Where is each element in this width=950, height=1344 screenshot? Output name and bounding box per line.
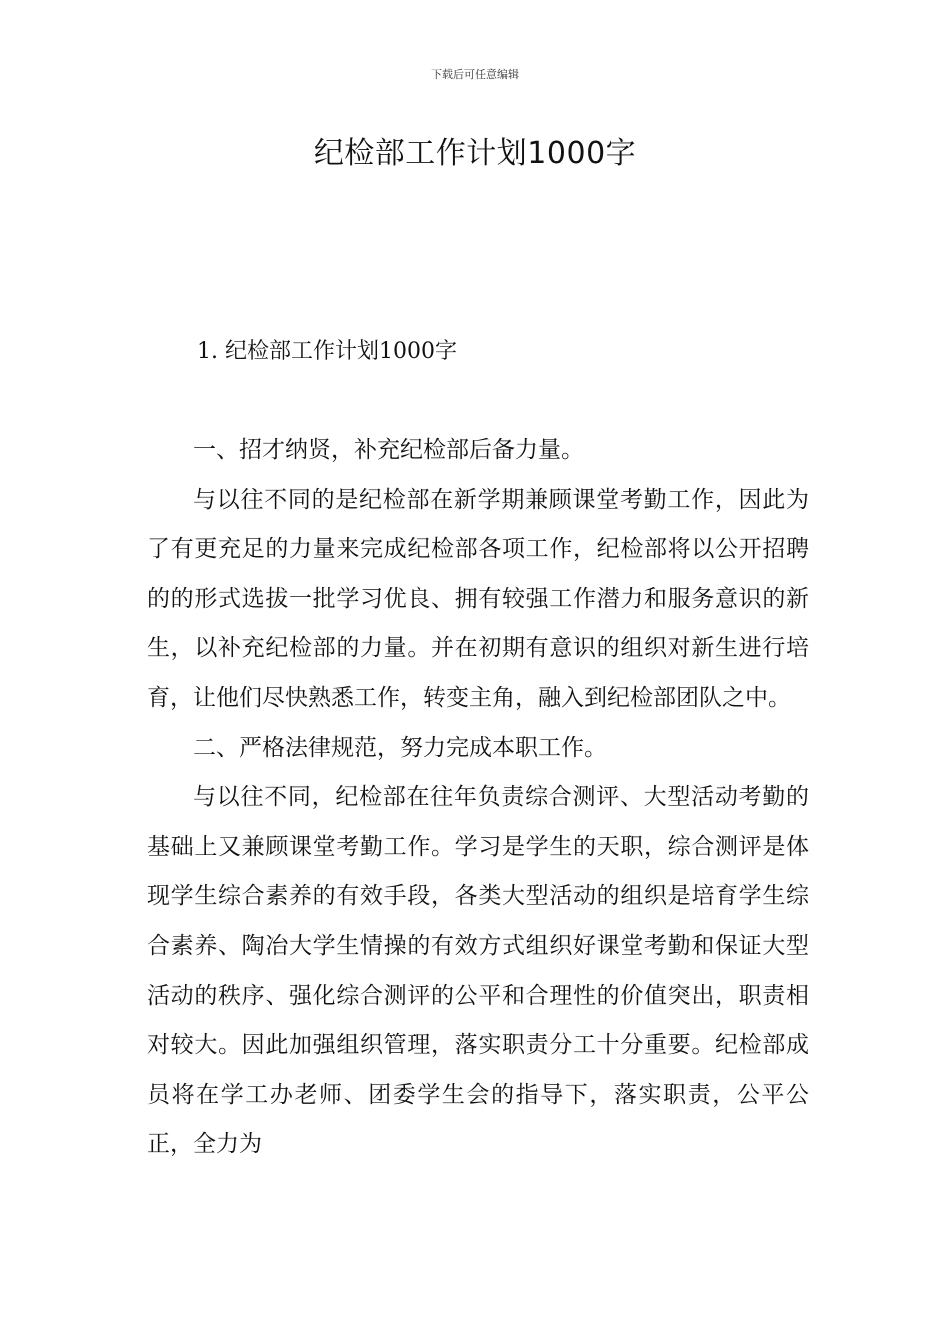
paragraph-heading-1: 一、招才纳贤，补充纪检部后备力量。 bbox=[193, 437, 584, 463]
header-note: 下载后可任意编辑 bbox=[431, 68, 519, 81]
paragraph-body-1: 与以往不同的是纪检部在新学期兼顾课堂考勤工作，因此为了有更充足的力量来完成纪检部各项工作，纪检部将以公开招聘的的形式选拔一批学习优良、拥有较强工作潜力和服务意识的新生，以补充纪检部的力量。并在初期有意识的组织对新生进行培育，让他们尽快熟悉工作，转变主角，融入到纪检部团队之中。 bbox=[147, 486, 809, 711]
paragraph-heading-2: 二、严格法律规范，努力完成本职工作。 bbox=[193, 734, 607, 761]
section-heading: 1. 纪检部工作计划1000字 bbox=[197, 339, 457, 364]
paragraph-body-2: 与以往不同，纪检部在往年负责综合测评、大型活动考勤的基础上又兼顾课堂考勤工作。学习是学生的天职，综合测评是体现学生综合素养的有效手段，各类大型活动的组织是培育学生综合素养、陶冶大学生情操的有效方式组织好课堂考勤和保证大型活动的秩序、强化综合测评的公平和合理性的价值突出，职责相对较大。因此加强组织管理，落实职责分工十分重要。纪检部成员将在学工办老师、团委学生会的指导下，落实职责，公平公正，全力为 bbox=[147, 784, 809, 1158]
document-title: 纪检部工作计划1000字 bbox=[313, 136, 637, 171]
document-body bbox=[147, 426, 809, 1170]
